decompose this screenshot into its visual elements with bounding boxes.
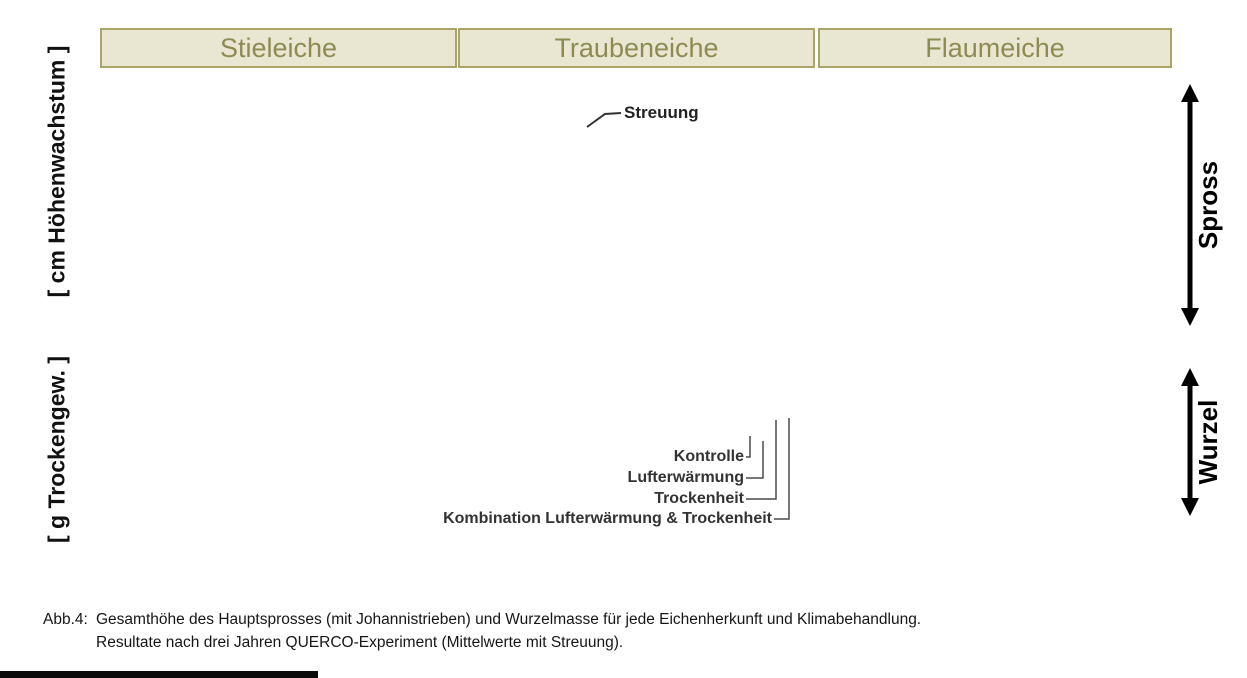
panel-header-traubeneiche: Traubeneiche	[458, 28, 815, 68]
streuung-annotation: Streuung	[624, 103, 699, 122]
legend-kombination: Kombination Lufterwärmung & Trockenheit	[443, 510, 772, 527]
connector-kontrolle	[746, 436, 750, 457]
connector-lufterwaermung	[746, 441, 763, 478]
bottom-edge-bar	[0, 671, 318, 678]
caption-label: Abb.4:	[43, 611, 88, 628]
caption-line2: Resultate nach drei Jahren QUERCO-Experiment (Mittelwerte mit Streuung).	[96, 634, 624, 651]
panel-header-flaumeiche: Flaumeiche	[818, 28, 1172, 68]
caption-line1: Gesamthöhe des Hauptsprosses (mit Johannistrieben) und Wurzelmasse für jede Eichenherkunft und Klimabehandlung.	[96, 611, 922, 628]
panel-header-stieleiche: Stieleiche	[100, 28, 457, 68]
y-axis-label-rootmass: [ g Trockengew. ]	[43, 356, 70, 544]
connector-trockenheit	[746, 420, 776, 499]
legend-trockenheit: Trockenheit	[654, 490, 744, 507]
legend-kontrolle: Kontrolle	[673, 448, 744, 465]
connector-kombination	[774, 418, 789, 519]
y-axis-label-height: [ cm Höhenwachstum ]	[43, 45, 70, 298]
wurzel-label: Wurzel	[1193, 399, 1223, 485]
legend-lufterwaermung: Lufterwärmung	[627, 469, 744, 486]
streuung-pointer-line	[587, 113, 621, 127]
spross-label: Spross	[1193, 160, 1223, 250]
